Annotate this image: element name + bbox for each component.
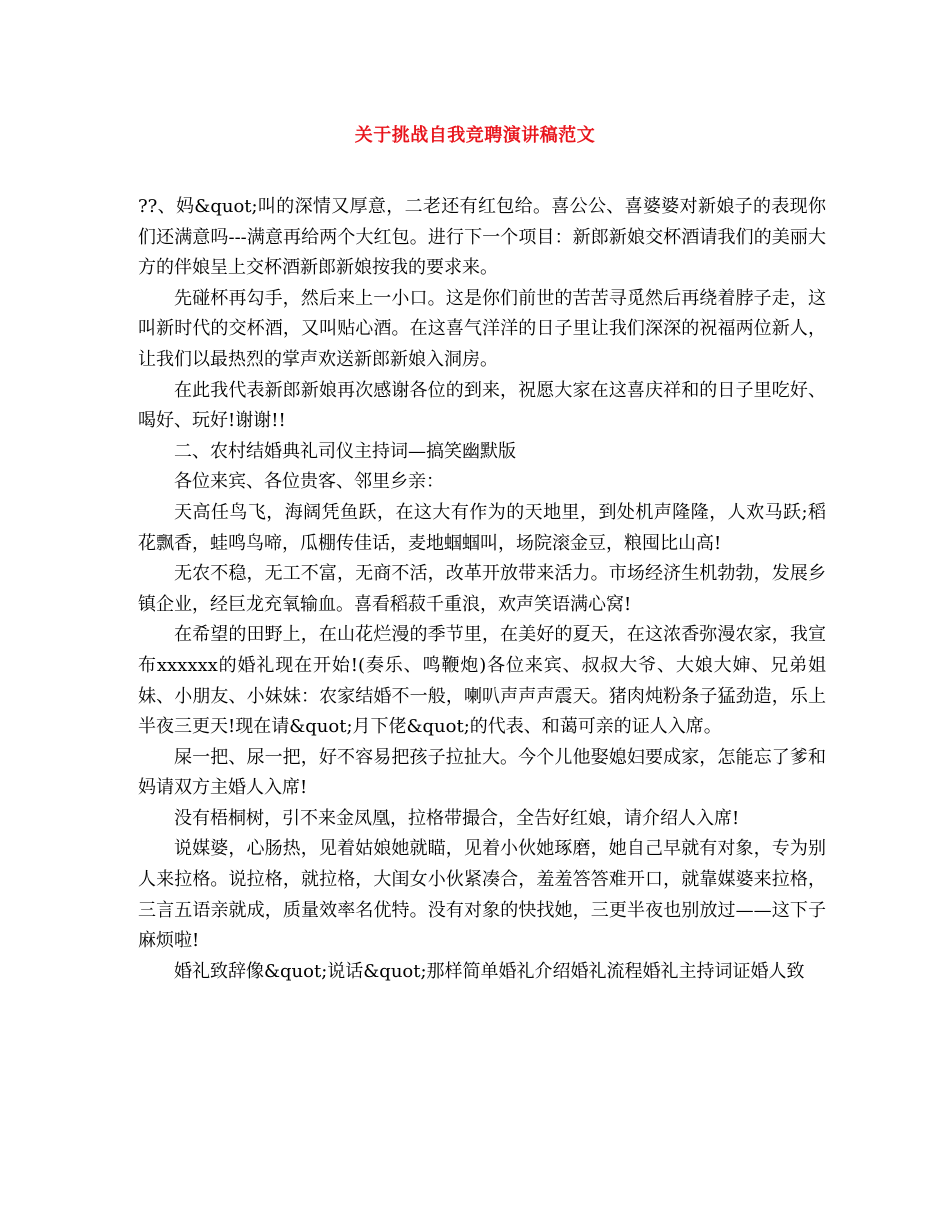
paragraph: 各位来宾、各位贵客、邻里乡亲： [174,471,444,493]
paragraph: 婚礼致辞像&quot;说话&quot;那样简单婚礼介绍婚礼流程婚礼主持词证婚人致 [174,960,805,982]
paragraph: 无农不稳，无工不富，无商不活，改革开放带来活力。市场经济生机勃勃，发展乡镇企业，经巨龙充氧输血。喜看稻菽千重浪，欢声笑语满心窝! [138,563,826,615]
paragraph: 先碰杯再勾手，然后来上一小口。这是你们前世的苦苦寻觅然后再绕着脖子走，这叫新时代的交杯酒，又叫贴心酒。在这喜气洋洋的日子里让我们深深的祝福两位新人，让我们以最热烈的掌声欢送新郎新娘入洞房。 [138,287,826,370]
document-body [138,192,826,987]
document-title: 关于挑战自我竞聘演讲稿范文 [354,125,596,146]
paragraph: ??、妈&quot;叫的深情又厚意，二老还有红包给。喜公公、喜婆婆对新娘子的表现你们还满意吗---满意再给两个大红包。进行下一个项目：新郎新娘交杯酒请我们的美丽大方的伴娘呈上交杯酒新郎新娘按我的要求来。 [138,196,826,279]
paragraph: 在希望的田野上，在山花烂漫的季节里，在美好的夏天，在这浓香弥漫农家，我宣布xxxxxx的婚礼现在开始!(奏乐、鸣鞭炮)各位来宾、叔叔大爷、大娘大婶、兄弟姐妹、小朋友、小妹妹：农家结婚不一般，喇叭声声声震天。猪肉炖粉条子猛劲造，乐上半夜三更天!现在请&quot;月下佬&quot;的代表、和蔼可亲的证人入席。 [138,624,826,738]
paragraph: 屎一把、尿一把，好不容易把孩子拉扯大。今个儿他娶媳妇要成家，怎能忘了爹和妈请双方主婚人入席! [138,746,826,799]
paragraph: 在此我代表新郎新娘再次感谢各位的到来，祝愿大家在这喜庆祥和的日子里吃好、喝好、玩好!谢谢!! [138,379,826,432]
paragraph: 没有梧桐树，引不来金凤凰，拉格带撮合，全告好红娘，请介绍人入席! [174,807,740,829]
paragraph: 天高任鸟飞，海阔凭鱼跃，在这大有作为的天地里，到处机声隆隆，人欢马跃;稻花飘香，蛙鸣鸟啼，瓜棚传佳话，麦地蝈蝈叫，场院滚金豆，粮囤比山高! [138,501,826,554]
section-heading: 二、农村结婚典礼司仪主持词—搞笑幽默版 [174,440,516,462]
paragraph: 说媒婆，心肠热，见着姑娘她就瞄，见着小伙她琢磨，她自己早就有对象，专为别人来拉格。说拉格，就拉格，大闺女小伙紧凑合，羞羞答答难开口，就靠媒婆来拉格，三言五语亲就成，质量效率名优特。没有对象的快找她，三更半夜也别放过——这下子麻烦啦! [138,838,826,952]
